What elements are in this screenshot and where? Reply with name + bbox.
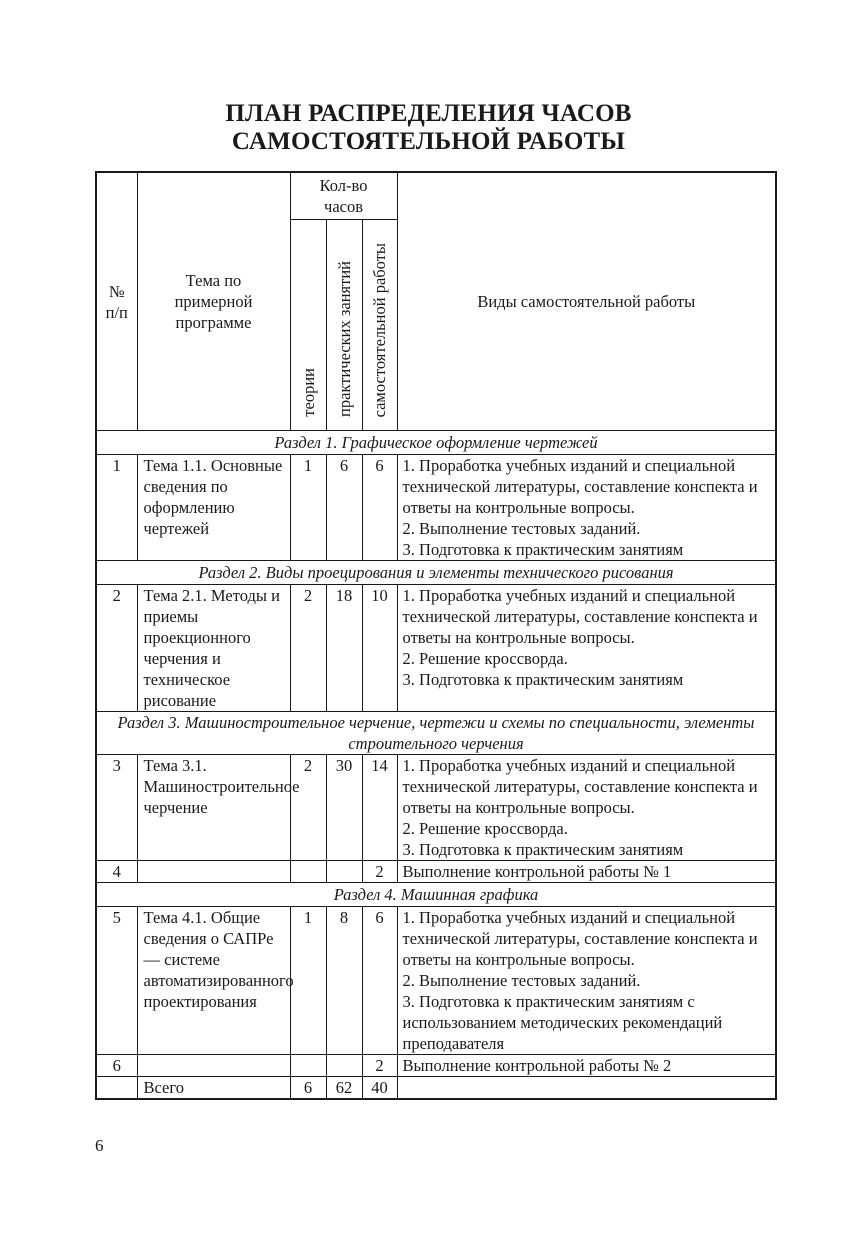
row-num: 1	[96, 455, 137, 561]
section-row	[96, 712, 776, 755]
row-self: 10	[362, 585, 397, 712]
row-self: 2	[362, 1055, 397, 1077]
work-item: 1. Проработка учебных изданий и специальной технической литературы, составление конспекта и ответы на контрольные вопросы.	[402, 456, 758, 517]
work-item: 3. Подготовка к практическим занятиям	[402, 540, 684, 559]
table-row	[96, 455, 776, 561]
header-num: № п/п	[96, 172, 137, 431]
work-item: 1. Проработка учебных изданий и специальной технической литературы, составление конспекта и ответы на контрольные вопросы.	[402, 756, 758, 817]
header-hours-group: Кол-во часов	[290, 172, 397, 220]
row-theory	[290, 861, 326, 883]
section-title: Раздел 1. Графическое оформление чертежей	[96, 431, 776, 455]
row-theory: 1	[290, 907, 326, 1055]
section-title: Раздел 3. Машиностроительное черчение, чертежи и схемы по специальности, элементы строительного черчения	[96, 712, 776, 755]
header-row-1	[96, 172, 776, 220]
work-item: Выполнение контрольной работы № 2	[402, 1056, 672, 1075]
total-work	[397, 1077, 776, 1100]
row-num: 2	[96, 585, 137, 712]
section-title: Раздел 2. Виды проецирования и элементы технического рисования	[96, 561, 776, 585]
page-number: 6	[95, 1136, 104, 1155]
total-label: Всего	[137, 1077, 290, 1100]
row-practice: 6	[326, 455, 362, 561]
section-row	[96, 431, 776, 455]
header-hours-self: самостоятельной работы	[362, 220, 397, 431]
row-self: 6	[362, 907, 397, 1055]
total-theory: 6	[290, 1077, 326, 1100]
work-item: 2. Выполнение тестовых заданий.	[402, 971, 641, 990]
row-work	[397, 585, 776, 712]
work-item: 3. Подготовка к практическим занятиям	[402, 840, 684, 859]
row-theory: 1	[290, 455, 326, 561]
table-row	[96, 907, 776, 1055]
row-topic: Тема 4.1. Общие сведения о САПРе — системе автоматизированного проектирования	[137, 907, 290, 1055]
table-row	[96, 755, 776, 861]
row-self: 2	[362, 861, 397, 883]
header-hours-theory: теории	[290, 220, 326, 431]
work-item: 3. Подготовка к практическим занятиям с использованием методических рекомендаций преподавателя	[402, 992, 723, 1053]
row-num: 3	[96, 755, 137, 861]
work-item: 1. Проработка учебных изданий и специальной технической литературы, составление конспекта и ответы на контрольные вопросы.	[402, 908, 758, 969]
row-topic: Тема 2.1. Методы и приемы проекционного черчения и техническое рисование	[137, 585, 290, 712]
work-item: 3. Подготовка к практическим занятиям	[402, 670, 684, 689]
row-self: 14	[362, 755, 397, 861]
row-practice: 18	[326, 585, 362, 712]
row-work	[397, 455, 776, 561]
work-item: 1. Проработка учебных изданий и специальной технической литературы, составление конспекта и ответы на контрольные вопросы.	[402, 586, 758, 647]
row-work	[397, 861, 776, 883]
row-practice: 30	[326, 755, 362, 861]
row-work	[397, 755, 776, 861]
work-item: 2. Решение кроссворда.	[402, 649, 568, 668]
header-work: Виды самостоятельной работы	[397, 172, 776, 431]
section-row	[96, 561, 776, 585]
work-item: 2. Решение кроссворда.	[402, 819, 568, 838]
row-practice	[326, 1055, 362, 1077]
section-title: Раздел 4. Машинная графика	[96, 883, 776, 907]
row-num: 6	[96, 1055, 137, 1077]
total-self: 40	[362, 1077, 397, 1100]
header-hours-practice: практических занятий	[326, 220, 362, 431]
work-item: Выполнение контрольной работы № 1	[402, 862, 672, 881]
row-work	[397, 1055, 776, 1077]
table-row	[96, 585, 776, 712]
section-row	[96, 883, 776, 907]
row-practice	[326, 861, 362, 883]
total-num	[96, 1077, 137, 1100]
title-line-2: САМОСТОЯТЕЛЬНОЙ РАБОТЫ	[231, 128, 626, 155]
row-topic	[137, 1055, 290, 1077]
work-item: 2. Выполнение тестовых заданий.	[402, 519, 641, 538]
total-row	[96, 1077, 776, 1100]
title-line-1: ПЛАН РАСПРЕДЕЛЕНИЯ ЧАСОВ	[225, 100, 632, 127]
table-row	[96, 1055, 776, 1077]
row-work	[397, 907, 776, 1055]
row-practice: 8	[326, 907, 362, 1055]
page-title	[0, 100, 857, 156]
row-theory: 2	[290, 585, 326, 712]
row-self: 6	[362, 455, 397, 561]
table-row	[96, 861, 776, 883]
row-num: 4	[96, 861, 137, 883]
row-topic	[137, 861, 290, 883]
row-topic: Тема 1.1. Основные сведения по оформлению чертежей	[137, 455, 290, 561]
hours-distribution-table	[95, 171, 777, 1100]
row-num: 5	[96, 907, 137, 1055]
row-theory: 2	[290, 755, 326, 861]
row-topic: Тема 3.1. Машиностроительное черчение	[137, 755, 290, 861]
header-topic: Тема по примерной программе	[137, 172, 290, 431]
total-practice: 62	[326, 1077, 362, 1100]
row-theory	[290, 1055, 326, 1077]
